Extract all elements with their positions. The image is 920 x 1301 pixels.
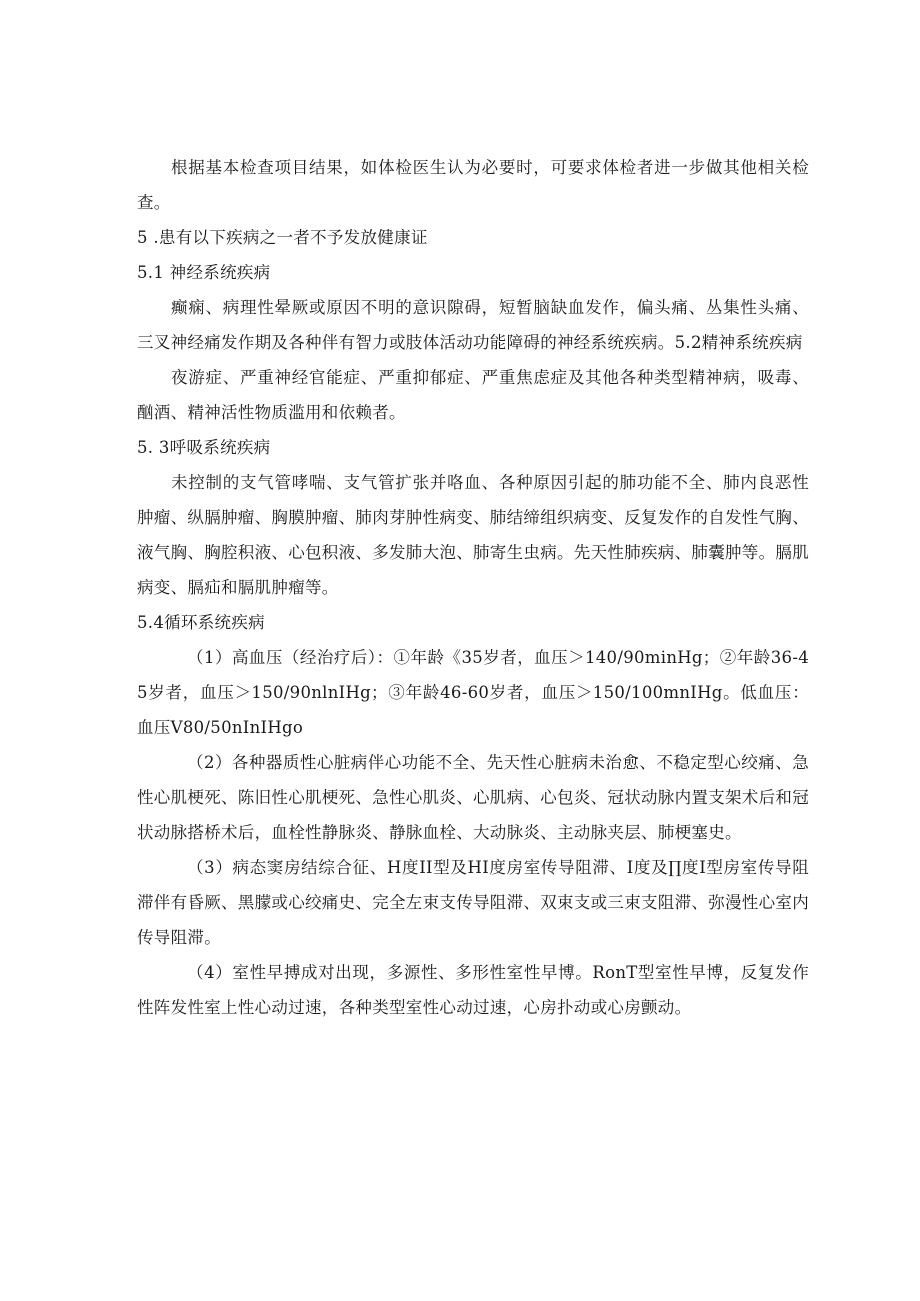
section-5-1-heading: 5.1 神经系统疾病 [137,263,271,282]
respiratory-paragraph: 未控制的支气管哮喘、支气管扩张并咯血、各种原因引起的肺功能不全、肺内良恶性肿瘤、纵膈肿瘤、胸膜肿瘤、肺肉芽肿性病变、肺结缔组织病变、反复发作的自发性气胸、液气胸、胸腔积液、心包积液、多发肺大泡、肺寄生虫病。先天性肺疾病、肺囊肿等。膈肌病变、膈疝和膈肌肿瘤等。 [137,473,809,597]
section-5-3-heading: 5. 3呼吸系统疾病 [137,438,271,457]
circulatory-item-1: （1）高血压（经治疗后）：①年龄《35岁者，血压＞140/90minHg；②年龄36-45岁者，血压＞150/90nlnIHg；③年龄46-60岁者，血压＞150/100mnIHg。低血压：血压V80/50nInIHgo [137,648,809,737]
nervous-system-paragraph: 癫痫、病理性晕厥或原因不明的意识隙碍，短暂脑缺血发作，偏头痛、丛集性头痛、三叉神经痛发作期及各种伴有智力或肢体活动功能障碍的神经系统疾病。5.2精神系统疾病 [137,298,809,352]
circulatory-item-3: （3）病态窦房结综合征、H度II型及HI度房室传导阻滞、I度及∏度I型房室传导阻滞伴有昏厥、黑朦或心绞痛史、完全左束支传导阻滞、双束支或三束支阻滞、弥漫性心室内传导阻滞。 [137,858,809,947]
section-5-4-heading: 5.4循环系统疾病 [137,613,265,632]
mental-system-paragraph: 夜游症、严重神经官能症、严重抑郁症、严重焦虑症及其他各种类型精神病，吸毒、酗酒、精神活性物质滥用和依赖者。 [137,368,809,422]
document-page [137,150,809,1025]
section-5-heading: 5 .患有以下疾病之一者不予发放健康证 [137,228,428,247]
circulatory-item-4: （4）室性早搏成对出现，多源性、多形性室性早博。RonT型室性早博，反复发作性阵发性室上性心动过速，各种类型室性心动过速，心房扑动或心房颤动。 [137,963,809,1017]
circulatory-item-2: （2）各种器质性心脏病伴心功能不全、先天性心脏病未治愈、不稳定型心绞痛、急性心肌梗死、陈旧性心肌梗死、急性心肌炎、心肌病、心包炎、冠状动脉内置支架术后和冠状动脉搭桥术后，血栓性静脉炎、静脉血栓、大动脉炎、主动脉夹层、肺梗塞史。 [137,753,809,842]
intro-paragraph: 根据基本检查项目结果，如体检医生认为必要时，可要求体检者进一步做其他相关检查。 [137,158,809,212]
